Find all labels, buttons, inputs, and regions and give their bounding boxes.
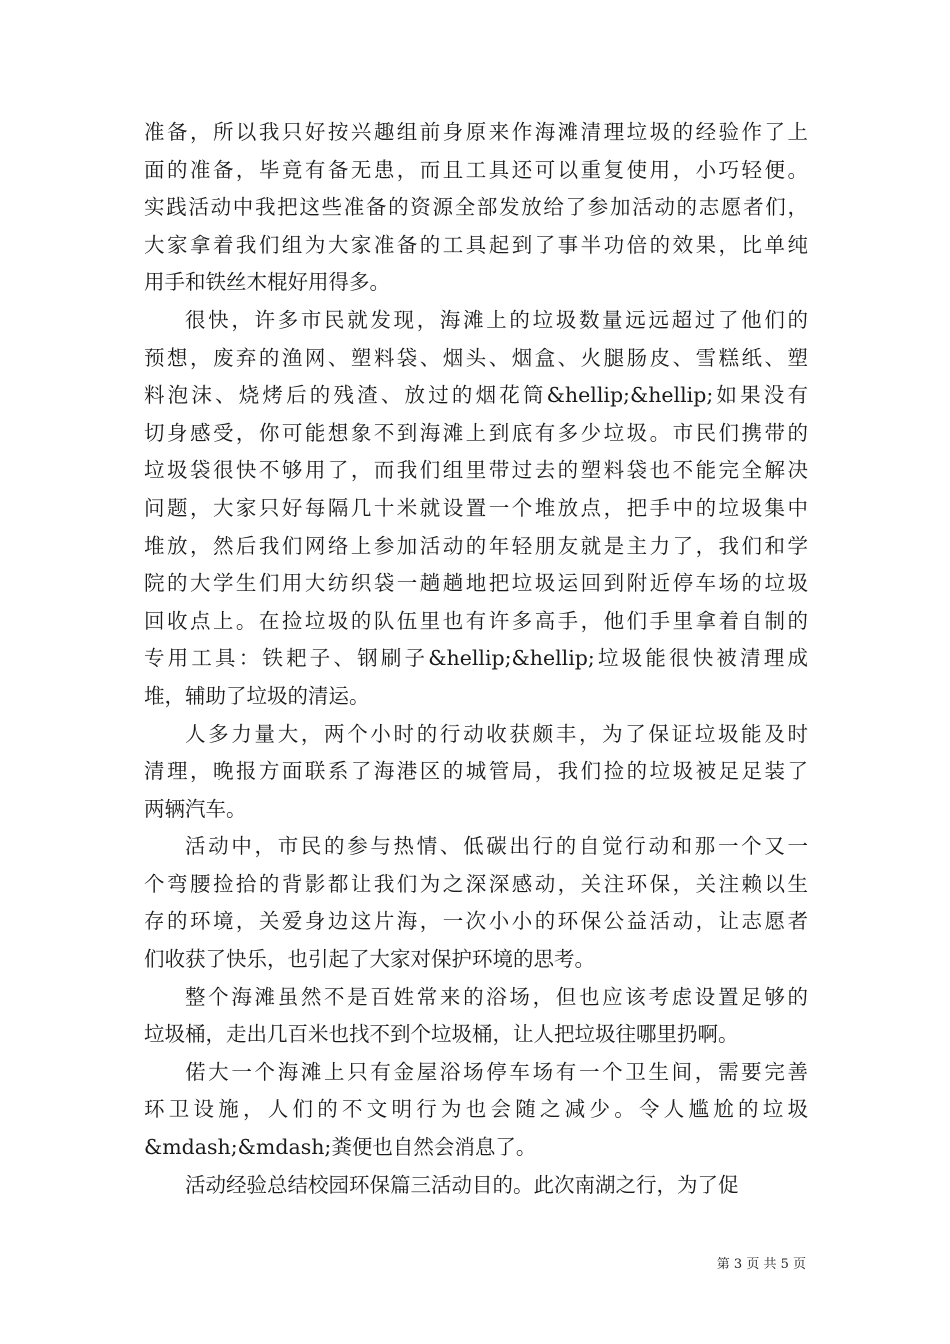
text-line: 环卫设施，人们的不文明行为也会随之减少。令人尴尬的垃圾 [144, 1097, 808, 1122]
text-line: 预想，废弃的渔网、塑料袋、烟头、烟盒、火腿肠皮、雪糕纸、塑 [144, 345, 808, 370]
text-line: 人多力量大，两个小时的行动收获颇丰，为了保证垃圾能及时 [185, 721, 808, 746]
text-line: 两辆汽车。 [144, 796, 247, 821]
text-line: 偌大一个海滩上只有金屋浴场停车场有一个卫生间，需要完善 [185, 1059, 808, 1084]
paragraph [144, 114, 808, 302]
text-line: 垃圾桶，走出几百米也找不到个垃圾桶，让人把垃圾往哪里扔啊。 [144, 1022, 739, 1047]
text-line: 院的大学生们用大纺织袋一趟趟地把垃圾运回到附近停车场的垃圾 [144, 571, 808, 596]
document-body [144, 114, 808, 1204]
text-line: 大家拿着我们组为大家准备的工具起到了事半功倍的效果，比单纯 [144, 232, 808, 257]
text-line: 回收点上。在捡垃圾的队伍里也有许多高手，他们手里拿着自制的 [144, 608, 808, 633]
text-line: 切身感受，你可能想象不到海滩上到底有多少垃圾。市民们携带的 [144, 420, 808, 445]
paragraph [144, 1167, 808, 1205]
text-line: 料泡沫、烧烤后的残渣、放过的烟花筒&hellip;&hellip;如果没有 [144, 383, 808, 408]
paragraph [144, 1054, 808, 1167]
text-line: 面的准备，毕竟有备无患，而且工具还可以重复使用，小巧轻便。 [144, 157, 808, 182]
text-line: 个弯腰捡拾的背影都让我们为之深深感动，关注环保，关注赖以生 [144, 871, 808, 896]
paragraph [144, 302, 808, 716]
text-line: 堆，辅助了垃圾的清运。 [144, 683, 370, 708]
text-line: 们收获了快乐，也引起了大家对保护环境的思考。 [144, 947, 595, 972]
text-line: 存的环境，关爱身边这片海，一次小小的环保公益活动，让志愿者 [144, 909, 808, 934]
text-line: 活动中，市民的参与热情、低碳出行的自觉行动和那一个又一 [185, 834, 808, 859]
text-line: 用手和铁丝木棍好用得多。 [144, 270, 390, 295]
text-line: 清理，晚报方面联系了海港区的城管局，我们捡的垃圾被足足装了 [144, 759, 808, 784]
text-line: 实践活动中我把这些准备的资源全部发放给了参加活动的志愿者们， [144, 195, 808, 220]
page-number: 第 3 页 共 5 页 [716, 1257, 806, 1272]
text-line: 准备，所以我只好按兴趣组前身原来作海滩清理垃圾的经验作了上 [144, 120, 808, 144]
text-line: 问题，大家只好每隔几十米就设置一个堆放点，把手中的垃圾集中 [144, 495, 808, 520]
text-line: 很快，许多市民就发现，海滩上的垃圾数量远远超过了他们的 [185, 307, 808, 332]
text-line: 垃圾袋很快不够用了，而我们组里带过去的塑料袋也不能完全解决 [144, 458, 808, 483]
paragraph [144, 979, 808, 1054]
paragraph [144, 828, 808, 978]
text-line: 整个海滩虽然不是百姓常来的浴场，但也应该考虑设置足够的 [185, 984, 808, 1009]
text-line: &mdash;&mdash;粪便也自然会消息了。 [144, 1135, 537, 1160]
paragraph [144, 716, 808, 829]
text-line: 专用工具：铁耙子、钢刷子&hellip;&hellip;垃圾能很快被清理成 [144, 646, 808, 671]
text-line: 堆放，然后我们网络上参加活动的年轻朋友就是主力了，我们和学 [144, 533, 808, 558]
text-line: 活动经验总结校园环保篇三活动目的。此次南湖之行，为了促 [185, 1172, 739, 1197]
page-footer [0, 1255, 950, 1275]
